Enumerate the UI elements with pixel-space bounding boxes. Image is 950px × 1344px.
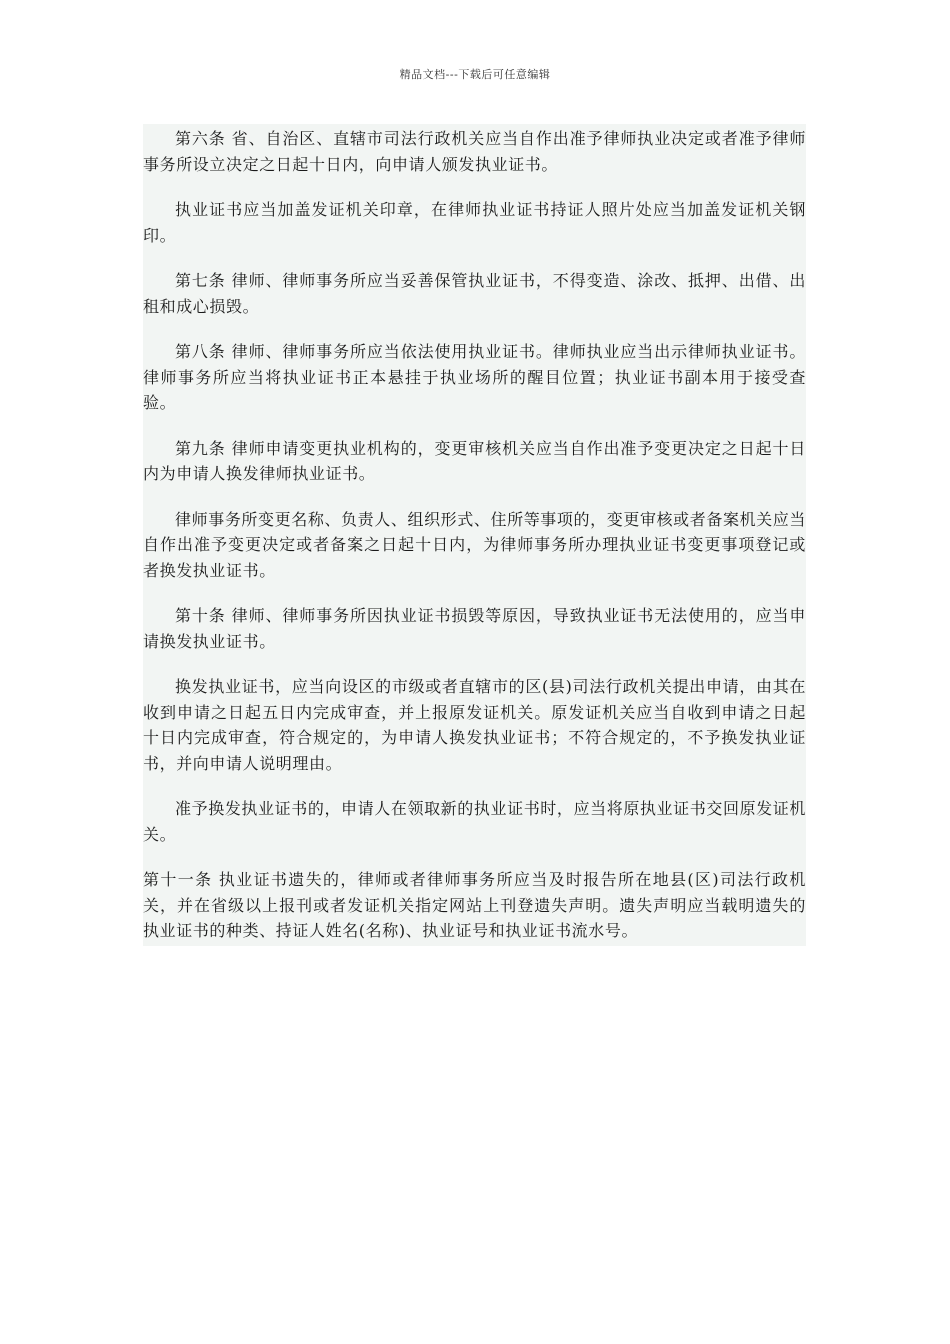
- paragraph-article-9: 第九条 律师申请变更执业机构的，变更审核机关应当自作出准予变更决定之日起十日内为申请人换发律师执业证书。: [143, 438, 806, 483]
- paragraph-article-7: 第七条 律师、律师事务所应当妥善保管执业证书，不得变造、涂改、抵押、出借、出租和成心损毁。: [143, 271, 806, 316]
- paragraph-article-10: 第十条 律师、律师事务所因执业证书损毁等原因，导致执业证书无法使用的，应当申请换发执业证书。: [143, 606, 806, 651]
- paragraph-return-old-certificate: 准予换发执业证书的，申请人在领取新的执业证书时，应当将原执业证书交回原发证机关。: [143, 799, 806, 844]
- paragraph-firm-change: 律师事务所变更名称、负责人、组织形式、住所等事项的，变更审核或者备案机关应当自作出准予变更决定或者备案之日起十日内，为律师事务所办理执业证书变更事项登记或者换发执业证书。: [143, 509, 806, 580]
- paragraph-article-8: 第八条 律师、律师事务所应当依法使用执业证书。律师执业应当出示律师执业证书。律师事务所应当将执业证书正本悬挂于执业场所的醒目位置；执业证书副本用于接受查验。: [143, 342, 806, 412]
- paragraph-article-11: 第十一条 执业证书遗失的，律师或者律师事务所应当及时报告所在地县(区)司法行政机关，并在省级以上报刊或者发证机关指定网站上刊登遗失声明。遗失声明应当载明遗失的执业证书的种类、持证人姓名(名称)、执业证号和执业证书流水号。: [143, 870, 806, 940]
- paragraph-article-6: 第六条 省、自治区、直辖市司法行政机关应当自作出准予律师执业决定或者准予律师事务所设立决定之日起十日内，向申请人颁发执业证书。: [143, 129, 806, 174]
- page-header: 精品文档---下载后可任意编辑: [399, 68, 551, 81]
- paragraph-certificate-seal: 执业证书应当加盖发证机关印章，在律师执业证书持证人照片处应当加盖发证机关钢印。: [143, 200, 806, 245]
- document-body: [143, 124, 806, 946]
- paragraph-renewal-procedure: 换发执业证书，应当向设区的市级或者直辖市的区(县)司法行政机关提出申请，由其在收到申请之日起五日内完成审查，并上报原发证机关。原发证机关应当自收到申请之日起十日内完成审查，符合规定的，为申请人换发执业证书；不符合规定的，不予换发执业证书，并向申请人说明理由。: [143, 677, 806, 773]
